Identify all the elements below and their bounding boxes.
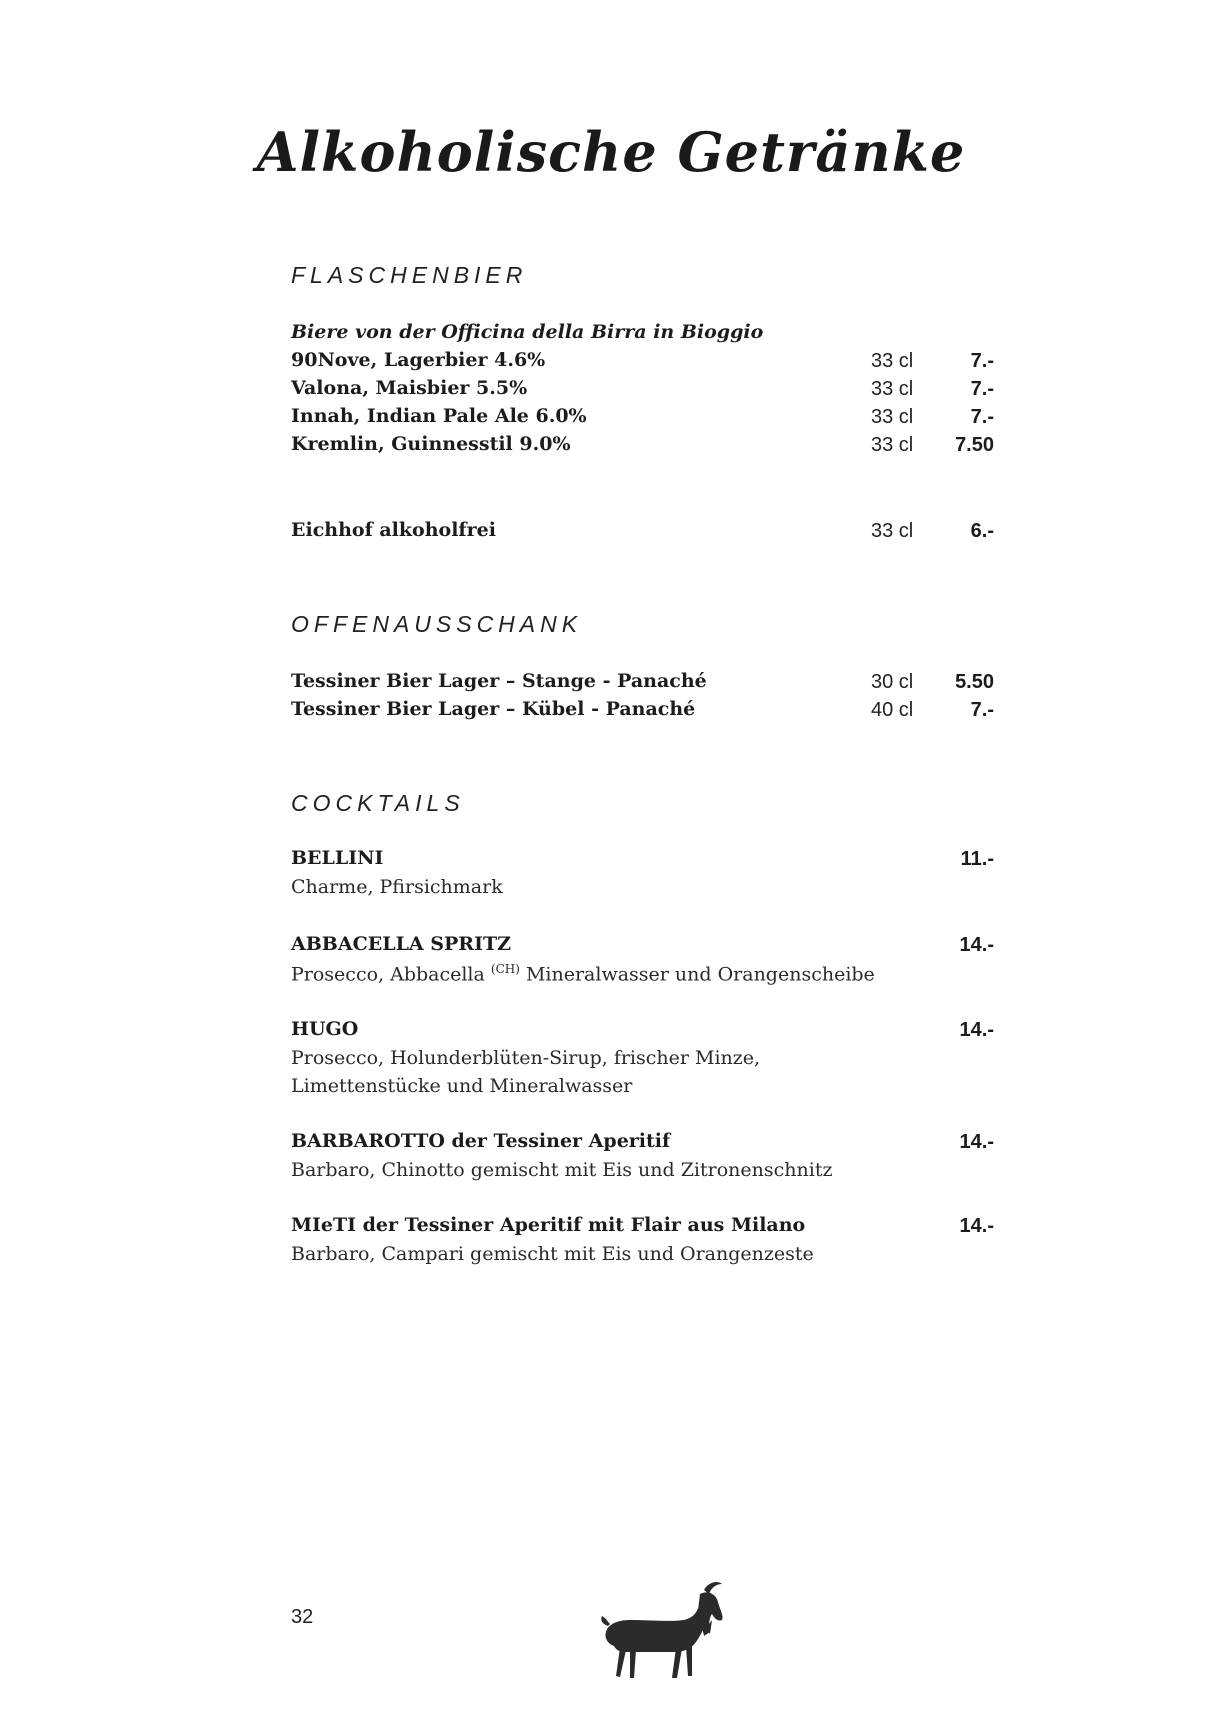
item-description: Barbaro, Campari gemischt mit Eis und Orangenzeste: [291, 1243, 814, 1265]
item-price: 6.-: [970, 520, 994, 542]
item-volume: 33 cl: [871, 520, 914, 542]
item-price: 7.-: [970, 699, 994, 721]
item-name: Eichhof alkoholfrei: [291, 519, 496, 541]
item-name: ABBACELLA SPRITZ: [291, 933, 511, 955]
page-number: 32: [291, 1606, 314, 1628]
goat-icon: [600, 1580, 735, 1685]
menu-item: [291, 698, 1009, 726]
item-price: 7.-: [970, 378, 994, 400]
subheading-text: Biere von der Officina della Birra in Bioggio: [291, 321, 764, 343]
menu-item: [291, 377, 1009, 405]
menu-item: [291, 349, 1009, 377]
item-price: 14.-: [959, 1215, 994, 1237]
item-name: 90Nove, Lagerbier 4.6%: [291, 349, 546, 371]
item-name: MIeTI der Tessiner Aperitif mit Flair aus Milano: [291, 1214, 806, 1236]
item-volume: 33 cl: [871, 434, 914, 456]
menu-item: [291, 519, 1009, 547]
item-name: BARBAROTTO der Tessiner Aperitif: [291, 1130, 671, 1152]
section-heading-offenausschank: OFFENAUSSCHANK: [291, 611, 583, 637]
section-heading-cocktails: COCKTAILS: [291, 790, 465, 816]
item-description: Prosecco, Holunderblüten-Sirup, frischer Minze,: [291, 1047, 761, 1069]
item-description: Barbaro, Chinotto gemischt mit Eis und Zitronenschnitz: [291, 1159, 833, 1181]
menu-item: [291, 847, 1009, 875]
item-price: 7.50: [955, 434, 994, 456]
item-volume: 33 cl: [871, 350, 914, 372]
item-description-post: Mineralwasser und Orangenscheibe: [519, 963, 875, 986]
item-name: Valona, Maisbier 5.5%: [291, 377, 528, 399]
item-volume: 33 cl: [871, 406, 914, 428]
item-name: Innah, Indian Pale Ale 6.0%: [291, 405, 587, 427]
item-name: BELLINI: [291, 847, 384, 869]
item-price: 14.-: [959, 1019, 994, 1041]
menu-item: [291, 1130, 1009, 1158]
item-description: Charme, Pfirsichmark: [291, 876, 503, 898]
menu-item: [291, 405, 1009, 433]
item-description: [291, 962, 875, 985]
item-price: 14.-: [959, 934, 994, 956]
menu-item: [291, 433, 1009, 461]
item-price: 7.-: [970, 350, 994, 372]
item-price: 5.50: [955, 671, 994, 693]
item-name: HUGO: [291, 1018, 359, 1040]
item-description: Limettenstücke und Mineralwasser: [291, 1075, 633, 1097]
section-heading-flaschenbier: FLASCHENBIER: [291, 262, 528, 288]
item-volume: 33 cl: [871, 378, 914, 400]
page-title: Alkoholische Getränke: [256, 120, 966, 184]
item-volume: 30 cl: [871, 671, 914, 693]
item-name: Kremlin, Guinnesstil 9.0%: [291, 433, 571, 455]
item-description-sup: (CH): [490, 962, 520, 976]
item-price: 7.-: [970, 406, 994, 428]
item-name: Tessiner Bier Lager – Kübel - Panaché: [291, 698, 696, 720]
item-name: Tessiner Bier Lager – Stange - Panaché: [291, 670, 707, 692]
item-price: 14.-: [959, 1131, 994, 1153]
menu-item: [291, 933, 1009, 961]
item-description-pre: Prosecco, Abbacella: [291, 963, 491, 986]
menu-item: [291, 1214, 1009, 1242]
item-volume: 40 cl: [871, 699, 914, 721]
subheading-officina: [291, 321, 1009, 349]
menu-item: [291, 1018, 1009, 1046]
menu-item: [291, 670, 1009, 698]
item-price: 11.-: [960, 848, 994, 870]
